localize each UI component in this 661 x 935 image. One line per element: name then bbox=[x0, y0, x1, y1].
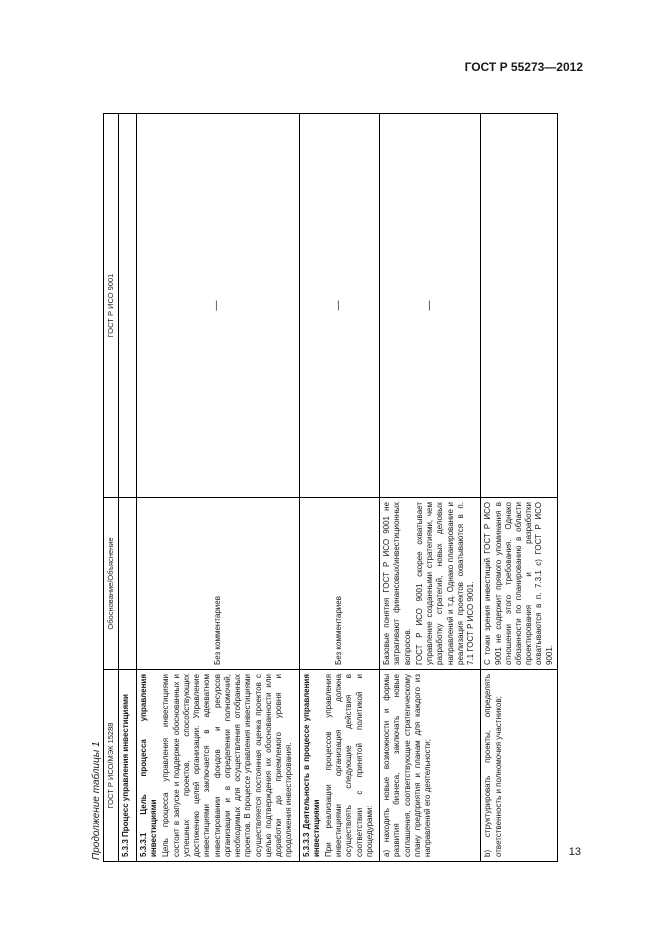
activity-b-cell: b) структурировать проекты, определять ответственность и полномочия участников; bbox=[481, 670, 558, 862]
table-row bbox=[299, 114, 380, 862]
comment-paragraph: Базовые понятия ГОСТ Р ИСО 9001 не затрагивают финансовых/инвестиционных вопросов. bbox=[382, 502, 412, 665]
justification-cell: Без комментариев bbox=[137, 498, 300, 670]
investment-activity-cell bbox=[299, 670, 380, 862]
page-number: 13 bbox=[568, 846, 581, 858]
activity-a-cell: а) находить новые возможности и формы развития бизнеса, заключать новые соглашения, соответствующие стратегическому плану предприятия и планам для каждого из направлений его деятельности; bbox=[380, 670, 481, 862]
justification-cell: Без комментариев bbox=[299, 498, 380, 670]
comment-paragraph: ГОСТ Р ИСО 9001 скорее охватывает управление созданными стратегиями, чем разработку стратегий, новых деловых направлений и т.д. Однако планирование и реализация проектов охватываются в п. 7.1 ГОСТ Р ИСО 9001. bbox=[414, 502, 476, 665]
iso9001-cell: — bbox=[299, 114, 380, 498]
row-text: Цель процесса управления инвестициями состоит в запуске и поддержке обоснованных и успешных проектов, способствующих достижению целей организации. Управление инвестициями заключается в адекватном инвестировании фондов и ресурсов организации и в определении полномочий, необходимых для осуществления отобранных проектов. В процессе управления инвестициями осуществляется постоянная оценка проектов с целью подтверждения их обоснованности или доработки до приемлемого уровня и продолжения инвестирования. bbox=[161, 674, 294, 857]
table-row bbox=[119, 114, 137, 862]
investment-goal-cell bbox=[137, 670, 300, 862]
table-row bbox=[137, 114, 300, 862]
empty-cell bbox=[119, 498, 137, 670]
column-header-9001: ГОСТ Р ИСО 9001 bbox=[104, 114, 119, 498]
iso9001-cell: — bbox=[380, 114, 481, 498]
column-header-justification: Обоснование/Объяснение bbox=[104, 498, 119, 670]
rotated-table-block bbox=[90, 114, 580, 862]
table-caption: Продолжение таблицы 1 bbox=[91, 741, 102, 860]
iso9001-cell bbox=[481, 114, 558, 498]
column-header-15288: ГОСТ Р ИСО/МЭК 15288 bbox=[104, 670, 119, 862]
justification-cell: С точки зрения инвестиций ГОСТ Р ИСО 9001 не содержит прямого упоминания в отношении этого требования. Однако обязанности по планированию в области проектирования и разработки охватываются в п. 7.3.1 с) ГОСТ Р ИСО 9001. bbox=[481, 498, 558, 670]
table-header-row bbox=[104, 114, 119, 862]
comparison-table bbox=[103, 113, 558, 862]
empty-cell bbox=[119, 114, 137, 498]
row-heading: 5.3.3.1 Цель процесса управления инвестициями bbox=[139, 674, 159, 857]
table-row bbox=[481, 114, 558, 862]
document-header: ГОСТ Р 55273—2012 bbox=[464, 60, 583, 74]
row-text: При реализации процессов управления инвестициями организация должна осуществлять следующие действия в соответствии с принятой политикой и процедурами: bbox=[323, 674, 374, 857]
section-heading-cell: 5.3.3 Процесс управления инвестициями bbox=[119, 670, 137, 862]
justification-cell bbox=[380, 498, 481, 670]
row-heading: 5.3.3.3 Деятельность в процессе управления инвестициями bbox=[301, 674, 321, 857]
table-row bbox=[380, 114, 481, 862]
iso9001-cell: — bbox=[137, 114, 300, 498]
